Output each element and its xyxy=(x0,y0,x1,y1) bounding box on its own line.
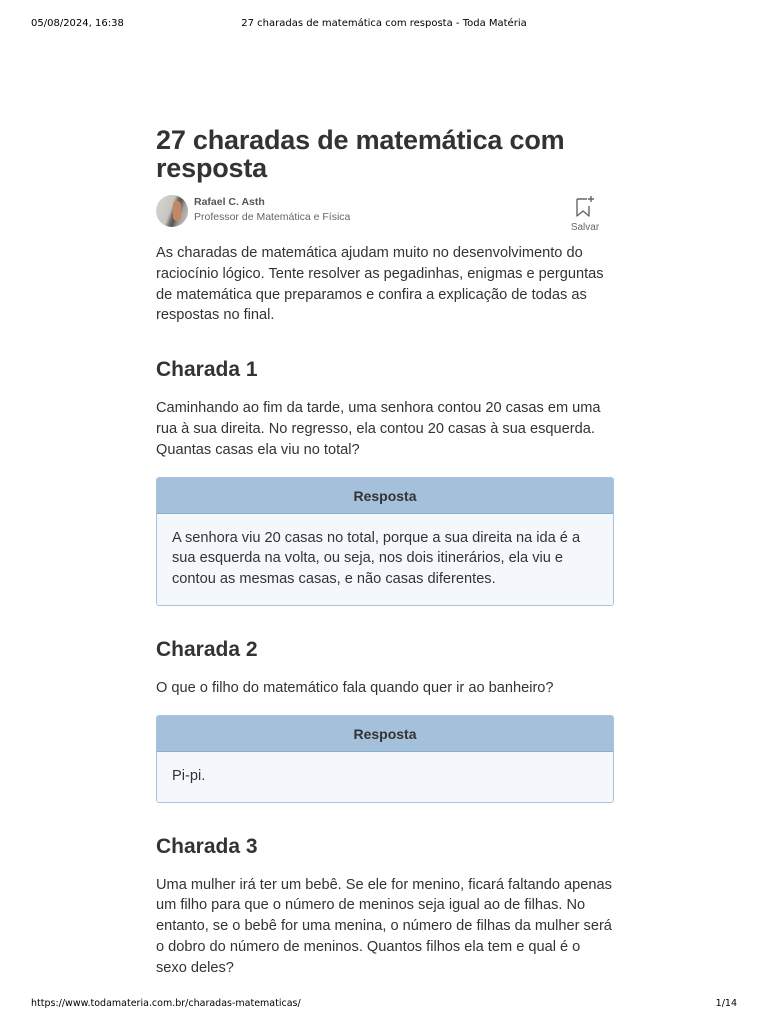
answer-toggle-1[interactable]: Resposta xyxy=(157,478,613,514)
bookmark-add-icon xyxy=(574,195,596,219)
answer-box-1 xyxy=(156,477,614,606)
answer-text-1: A senhora viu 20 casas no total, porque a sua direita na ida é a sua esquerda na volta, ou seja, nos dois itinerários, ela viu e contou as mesmas casas, e não casas diferentes. xyxy=(172,529,581,588)
answer-content-2 xyxy=(157,752,613,802)
print-header xyxy=(0,0,768,44)
avatar[interactable] xyxy=(156,195,188,227)
print-datetime: 05/08/2024, 16:38 xyxy=(31,18,124,29)
print-page-number: 1/14 xyxy=(715,998,737,1009)
answer-box-2 xyxy=(156,715,614,803)
author-role: Professor de Matemática e Física xyxy=(194,211,351,223)
author-name[interactable]: Rafael C. Asth xyxy=(194,196,265,208)
riddle-2-title: Charada 2 xyxy=(156,637,258,661)
print-url: https://www.todamateria.com.br/charadas-matematicas/ xyxy=(31,998,301,1009)
answer-toggle-2[interactable]: Resposta xyxy=(157,716,613,752)
print-page-title: 27 charadas de matemática com resposta - Toda Matéria xyxy=(241,18,527,29)
print-footer xyxy=(0,996,768,1024)
save-label: Salvar xyxy=(570,222,600,233)
answer-text-2: Pi-pi. xyxy=(172,767,206,784)
save-button[interactable] xyxy=(568,195,602,235)
riddle-1-title: Charada 1 xyxy=(156,358,258,382)
article xyxy=(156,126,614,979)
answer-content-1 xyxy=(157,514,613,605)
riddle-2-question: O que o filho do matemático fala quando quer ir ao banheiro? xyxy=(156,679,554,696)
riddle-3-question: Uma mulher irá ter um bebê. Se ele for menino, ficará faltando apenas um filho para que o número de meninos seja igual ao de filhas. No entanto, se o bebê for uma menina, o número de filhas da mulher será o dobro do número de meninos. Quantos filhos ela tem e qual é o sexo deles? xyxy=(156,876,612,976)
riddle-3-title: Charada 3 xyxy=(156,834,258,858)
riddle-1-question: Caminhando ao fim da tarde, uma senhora contou 20 casas em uma rua à sua direita. No regresso, ela contou 20 casas à sua esquerda. Quantas casas ela viu no total? xyxy=(156,400,601,458)
intro-paragraph: As charadas de matemática ajudam muito no desenvolvimento do raciocínio lógico. Tente resolver as pegadinhas, enigmas e perguntas de matemática que preparamos e confira a explicação de todas as respostas no final. xyxy=(156,245,604,324)
author-byline xyxy=(156,195,614,243)
article-title: 27 charadas de matemática com resposta xyxy=(156,125,565,183)
